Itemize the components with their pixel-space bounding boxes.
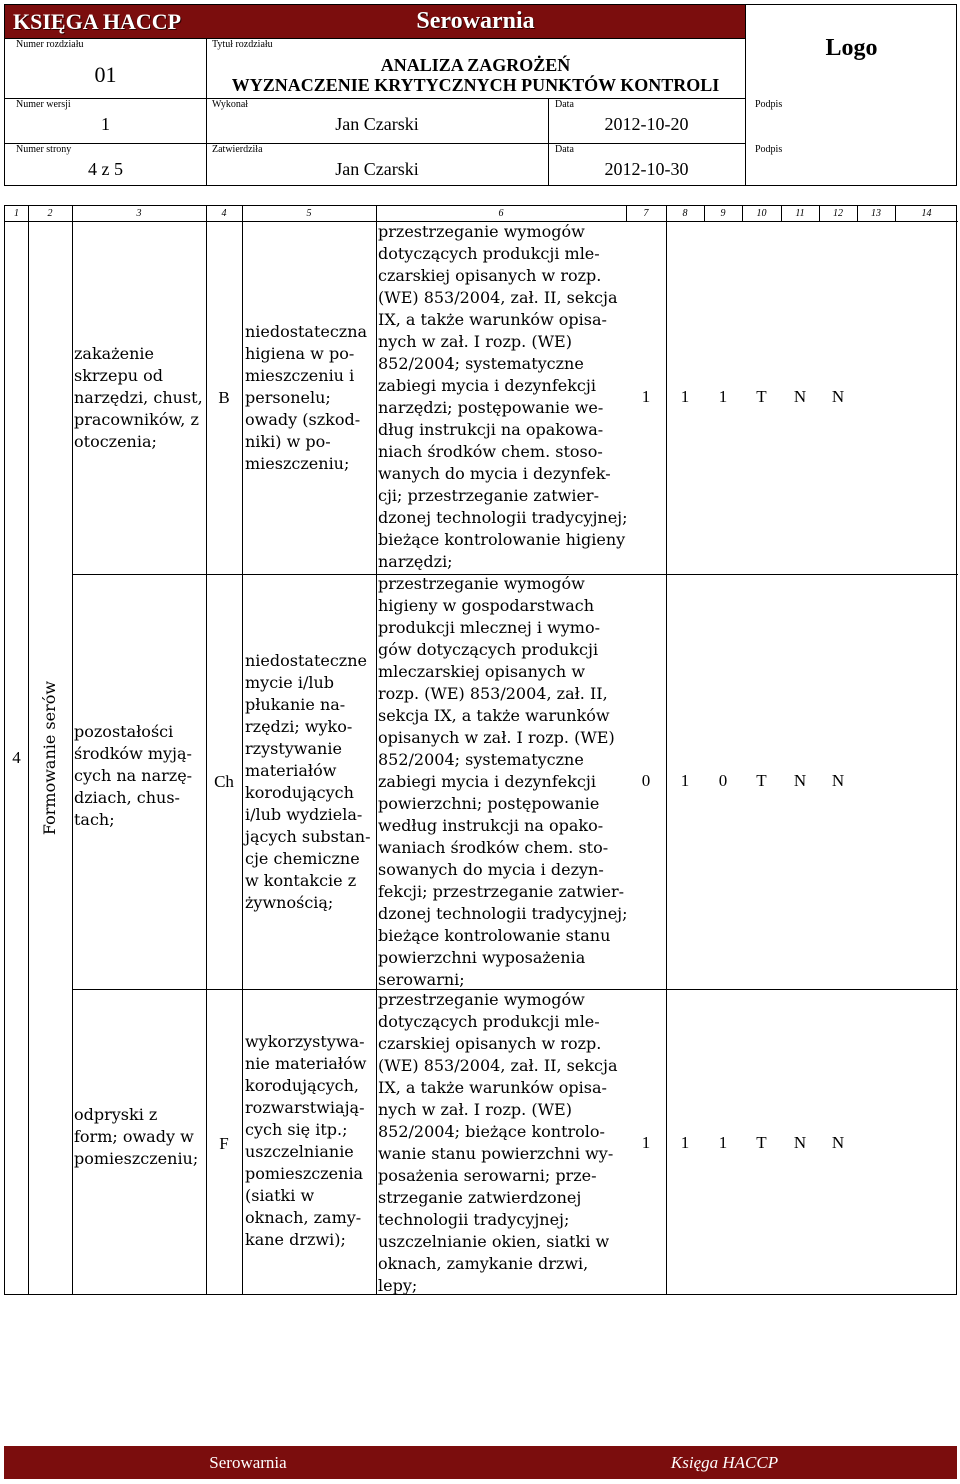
chapter-title-line-1: ANALIZA ZAGROŻEŃ [380,55,571,75]
rating-cell: N [831,1133,845,1152]
version-number-label: Numer wersji [16,99,71,110]
rating-cell: T [756,1133,767,1152]
rating-cell: 1 [641,387,651,406]
page-number: 4 z 5 [88,159,123,179]
prepared-date: 2012-10-20 [604,114,689,134]
document-footer [4,1446,957,1479]
approved-by: Jan Czarski [335,159,419,179]
column-number: 12 [833,208,843,219]
document-header [4,4,957,186]
chapter-title-label: Tytuł rozdziału [212,39,273,50]
rating-cell: 1 [718,1133,728,1152]
rating-cell: N [793,771,807,790]
column-number: 10 [756,208,767,219]
chapter-title-line-2: WYZNACZENIE KRYTYCZNYCH PUNKTÓW KONTROLI [231,75,720,95]
rating-cell: T [756,771,767,790]
preventive-measures-cell: przestrzeganie wymogów dotyczących produkcji mle- czarskiej opisanych w rozp. (WE) 853/2004, zał. II, sekcja IX, a także warunków opisa- nych w zał. I rozp. (WE) 852/2004; systematyczne zabiegi mycia i dezynfekcji narzędzi; postępowanie we- dług instrukcji na opakowa- niach środków chem. stoso- wanych do mycia i dezynfek- cji; przestrzeganie zatwier- dzonej technologii tradycyjnej; bieżące kontrolowanie higieny narzędzi; [378,222,628,571]
column-number: 1 [14,208,19,219]
version-number: 1 [101,114,110,134]
section-title: Serowarnia [206,5,745,38]
rating-cell: 0 [641,771,651,790]
column-number: 2 [47,208,53,219]
cause-cell: niedostateczne mycie i/lub płukanie na- rzędzi; wyko- rzystywanie materiałów korodujących i/lub wydziela- jących substan- cje chemiczne w kontakcie z żywnością; [245,651,371,912]
footer-right-label: Księga HACCP [670,1453,779,1472]
prepared-by-label: Wykonał [212,99,249,110]
hazard-type: Ch [214,772,234,791]
hazard-type: F [219,1134,229,1153]
step-number: 4 [12,748,21,767]
logo: Logo [825,35,878,61]
approved-signature-label: Podpis [755,144,783,155]
prepared-signature-label: Podpis [755,99,783,110]
step-name: Formowanie serów [40,680,59,836]
column-number: 3 [136,208,142,219]
book-title: KSIĘGA HACCP [5,5,206,38]
hazard-cell: pozostałości środków myją- cych na narzę- dziach, chus- tach; [74,722,193,829]
chapter-number: 01 [94,62,117,87]
page-number-label: Numer strony [16,144,72,155]
hazard-analysis-table [4,205,957,1295]
approved-date: 2012-10-30 [604,159,689,179]
rating-cell: 1 [718,387,728,406]
cause-cell: niedostateczna higiena w po- mieszczeniu i personelu; owady (szkod- niki) w po- mieszczeniu; [245,322,368,473]
footer-left-label: Serowarnia [209,1453,287,1472]
column-number: 14 [921,208,932,219]
column-number: 6 [498,208,504,219]
column-number: 8 [682,208,688,219]
rating-cell: N [831,387,845,406]
column-number: 11 [795,208,805,219]
rating-cell: 0 [718,771,728,790]
approved-by-label: Zatwierdziła [212,144,263,155]
approved-date-label: Data [555,144,574,155]
column-number: 5 [306,208,312,219]
prepared-by: Jan Czarski [335,114,419,134]
rating-cell: 1 [641,1133,651,1152]
hazard-type: B [218,388,230,407]
cause-cell: wykorzystywa- nie materiałów korodujących, rozwarstwiają- cych się itp.; uszczelnianie pomieszczenia (siatki w oknach, zamy- kane drzwi); [245,1032,367,1249]
prepared-date-label: Data [555,99,574,110]
column-number: 13 [871,208,881,219]
column-number: 9 [720,208,726,219]
rating-cell: N [831,771,845,790]
rating-cell: 1 [680,387,690,406]
hazard-cell: odpryski z form; owady w pomieszczeniu; [74,1105,199,1168]
hazard-cell: zakażenie skrzepu od narzędzi, chust, pracowników, z otoczenia; [74,344,203,451]
rating-cell: 1 [680,771,690,790]
preventive-measures-cell: przestrzeganie wymogów higieny w gospodarstwach produkcji mlecznej i wymo- gów dotyczących produkcji mleczarskiej opisanych w rozp. (WE) 853/2004, zał. II, sekcja IX, a także warunków opisanych w zał. I rozp. (WE) 852/2004; systematyczne zabiegi mycia i dezynfekcji powierzchni; postępowanie według instrukcji na opako- waniach środków chem. sto- sowanych do mycia i dezyn- fekcji; przestrzeganie zatwier- dzonej technologii tradycyjnej; bieżące kontrolowanie stanu powierzchni wyposażenia serowarni; [378,574,628,989]
chapter-number-label: Numer rozdziału [16,39,84,50]
preventive-measures-cell: przestrzeganie wymogów dotyczących produkcji mle- czarskiej opisanych w rozp. (WE) 853/2004, zał. II, sekcja IX, a także warunków opisa- nych w zał. I rozp. (WE) 852/2004; bieżące kontrolo- wanie stanu powierzchni wy- posażenia serowarni; prze- strzeganie zatwierdzonej technologii tradycyjnej; uszczelnianie okien, siatki w oknach, zamykanie drzwi, lepy; [378,990,618,1295]
rating-cell: N [793,1133,807,1152]
column-number: 7 [643,208,649,219]
rating-cell: T [756,387,767,406]
column-number: 4 [221,208,227,219]
rating-cell: N [793,387,807,406]
rating-cell: 1 [680,1133,690,1152]
